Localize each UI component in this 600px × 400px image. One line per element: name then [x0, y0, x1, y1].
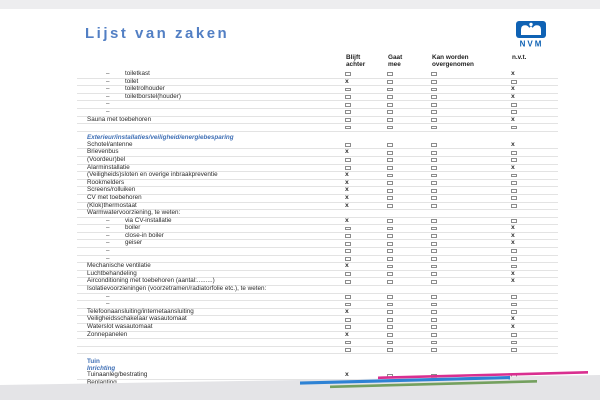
checkbox-kan-worden-overgenomen[interactable] — [431, 249, 437, 253]
dash-bullet: – — [106, 224, 110, 232]
checkbox-blijft-achter[interactable] — [345, 341, 351, 345]
checkbox-gaat-mee[interactable] — [387, 95, 393, 99]
item-label: Zonnepanelen — [87, 330, 128, 338]
checkbox-blijft-achter[interactable]: x — [345, 216, 349, 224]
checkbox-blijft-achter[interactable] — [345, 303, 351, 307]
table-row — [77, 347, 558, 355]
checkbox-blijft-achter[interactable]: x — [345, 201, 349, 209]
checkbox-blijft-achter[interactable] — [345, 88, 351, 92]
checkbox-kan-worden-overgenomen[interactable] — [431, 265, 437, 269]
items-table — [77, 71, 558, 395]
checkbox-blijft-achter[interactable] — [345, 242, 351, 246]
checkbox-nvt[interactable] — [511, 348, 517, 352]
table-row — [77, 294, 558, 302]
checkbox-blijft-achter[interactable]: x — [345, 371, 349, 379]
checkbox-kan-worden-overgenomen[interactable] — [431, 118, 437, 122]
checkbox-nvt[interactable]: x — [511, 140, 515, 148]
checkbox-blijft-achter[interactable]: x — [345, 186, 349, 194]
column-header-line: Gaat — [388, 54, 403, 61]
checkbox-kan-worden-overgenomen[interactable] — [431, 166, 437, 170]
checkbox-nvt[interactable]: x — [511, 70, 515, 77]
item-label: toiletrolhouder — [125, 85, 165, 93]
checkbox-kan-worden-overgenomen[interactable] — [431, 227, 437, 231]
checkbox-kan-worden-overgenomen[interactable] — [431, 219, 437, 223]
checkbox-gaat-mee[interactable] — [387, 249, 393, 253]
checkbox-nvt[interactable] — [511, 174, 517, 178]
checkbox-nvt[interactable] — [511, 341, 517, 345]
checkbox-gaat-mee[interactable] — [387, 72, 393, 76]
checkbox-blijft-achter[interactable]: x — [345, 330, 349, 338]
checkbox-nvt[interactable] — [511, 303, 517, 307]
checkbox-gaat-mee[interactable] — [387, 88, 393, 92]
checkbox-kan-worden-overgenomen[interactable] — [431, 325, 437, 329]
section-heading: Exterieur/installaties/veiligheid/energiebesparing — [87, 133, 234, 141]
checkbox-blijft-achter[interactable] — [345, 72, 351, 76]
nvm-logo-petal-icon — [529, 23, 532, 26]
dash-bullet: – — [106, 300, 110, 308]
checkbox-gaat-mee[interactable] — [387, 272, 393, 276]
column-header-gaat-mee — [388, 55, 402, 69]
checkbox-nvt[interactable] — [511, 103, 517, 107]
checkbox-nvt[interactable]: x — [511, 163, 515, 171]
checkbox-kan-worden-overgenomen[interactable] — [431, 257, 437, 261]
item-label: toiletborstel(houder) — [125, 92, 182, 100]
checkbox-nvt[interactable] — [511, 310, 517, 314]
checkbox-nvt[interactable] — [511, 196, 517, 200]
item-label: Airconditioning met toebehoren (aantal:.........) — [87, 277, 215, 285]
dash-bullet: – — [106, 92, 110, 100]
column-header-nvt — [512, 55, 526, 62]
column-header-line: achter — [346, 60, 366, 68]
item-label: Isolatievoorzieningen (voorzetramen/radiatorfolie etc.), te weten: — [87, 285, 267, 293]
checkbox-gaat-mee[interactable] — [387, 181, 393, 185]
checkbox-nvt[interactable] — [511, 295, 517, 299]
checkbox-kan-worden-overgenomen[interactable] — [431, 103, 437, 107]
item-label: close-in boiler — [125, 231, 164, 239]
checkbox-gaat-mee[interactable] — [387, 151, 393, 155]
checkbox-gaat-mee[interactable] — [387, 126, 393, 130]
table-row — [77, 117, 558, 125]
nvm-logo-tulip-icon — [521, 25, 541, 35]
checkbox-gaat-mee[interactable] — [387, 257, 393, 261]
section-subheading: Inrichting — [87, 364, 116, 372]
checkbox-blijft-achter[interactable] — [345, 166, 351, 170]
page-title: Lijst van zaken — [85, 25, 230, 42]
table-row — [77, 180, 558, 188]
checkbox-nvt[interactable]: x — [511, 231, 515, 239]
checkbox-gaat-mee[interactable] — [387, 189, 393, 193]
checkbox-kan-worden-overgenomen[interactable] — [431, 143, 437, 147]
checkbox-kan-worden-overgenomen[interactable] — [431, 348, 437, 352]
table-row — [77, 71, 558, 79]
item-label: Veiligheidsschakelaar wasautomaat — [87, 315, 187, 323]
dash-bullet: – — [106, 85, 110, 93]
checkbox-nvt[interactable] — [511, 265, 517, 269]
checkbox-gaat-mee[interactable] — [387, 325, 393, 329]
checkbox-blijft-achter[interactable]: x — [345, 171, 349, 179]
item-label: Rookmelders — [87, 178, 125, 186]
checkbox-blijft-achter[interactable]: x — [345, 178, 349, 186]
checkbox-gaat-mee[interactable] — [387, 280, 393, 284]
checkbox-nvt[interactable]: x — [511, 115, 515, 123]
checkbox-gaat-mee[interactable] — [387, 303, 393, 307]
checkbox-kan-worden-overgenomen[interactable] — [431, 303, 437, 307]
dash-bullet: – — [106, 292, 110, 300]
checkbox-gaat-mee[interactable] — [387, 348, 393, 352]
item-label: Alarminstallatie — [87, 163, 130, 171]
item-label: Brievenbus — [87, 148, 119, 156]
column-header-line: n.v.t. — [512, 54, 527, 61]
checkbox-nvt[interactable]: x — [511, 224, 515, 232]
checkbox-nvt[interactable] — [511, 204, 517, 208]
checkbox-blijft-achter[interactable] — [345, 234, 351, 238]
checkbox-nvt[interactable] — [511, 189, 517, 193]
item-label: Beplanting — [87, 378, 117, 386]
column-header-kan-worden-overgenomen — [432, 55, 474, 69]
top-gray-strip — [0, 0, 600, 9]
item-label: Screens/rolluiken — [87, 186, 136, 194]
item-label: toilet — [125, 77, 139, 85]
checkbox-gaat-mee[interactable] — [387, 166, 393, 170]
checkbox-nvt[interactable]: x — [511, 269, 515, 277]
column-header-blijft-achter — [346, 55, 365, 69]
checkbox-blijft-achter[interactable] — [345, 272, 351, 276]
table-row — [77, 286, 558, 294]
nvm-logo — [516, 21, 546, 48]
checkbox-kan-worden-overgenomen[interactable] — [431, 280, 437, 284]
table-row — [77, 124, 558, 132]
column-header-line: Kan worden — [432, 54, 469, 61]
dash-bullet: – — [106, 247, 110, 255]
checkbox-blijft-achter[interactable] — [345, 143, 351, 147]
item-label: geiser — [125, 239, 143, 247]
checkbox-kan-worden-overgenomen[interactable] — [431, 318, 437, 322]
checkbox-blijft-achter[interactable] — [345, 295, 351, 299]
item-label: Waterslot wasautomaat — [87, 323, 153, 330]
checkbox-kan-worden-overgenomen[interactable] — [431, 158, 437, 162]
table-row — [77, 263, 558, 271]
item-label: Mechanische ventilatie — [87, 262, 151, 270]
item-label: CV met toebehoren — [87, 193, 142, 201]
checkbox-kan-worden-overgenomen[interactable] — [431, 272, 437, 276]
table-row — [77, 324, 558, 332]
checkbox-nvt[interactable] — [511, 257, 517, 261]
checkbox-gaat-mee[interactable] — [387, 234, 393, 238]
checkbox-nvt[interactable]: x — [511, 239, 515, 247]
item-label: (Klok)thermostaat — [87, 201, 137, 209]
column-header-line: mee — [388, 60, 401, 68]
item-label: Luchtbehandeling — [87, 269, 137, 277]
checkbox-nvt[interactable] — [511, 158, 517, 162]
checkbox-gaat-mee[interactable] — [387, 158, 393, 162]
checkbox-gaat-mee[interactable] — [387, 227, 393, 231]
checkbox-blijft-achter[interactable] — [345, 103, 351, 107]
item-label: via CV-installatie — [125, 216, 172, 224]
checkbox-kan-worden-overgenomen[interactable] — [431, 204, 437, 208]
item-label: Sauna met toebehoren — [87, 115, 152, 123]
checkbox-blijft-achter[interactable] — [345, 95, 351, 99]
dash-bullet: – — [106, 231, 110, 239]
checkbox-blijft-achter[interactable] — [345, 227, 351, 231]
nvm-logo-text: NVM — [519, 39, 544, 48]
table-row — [77, 149, 558, 157]
table-row — [77, 339, 558, 347]
checkbox-gaat-mee[interactable] — [387, 118, 393, 122]
checkbox-kan-worden-overgenomen[interactable] — [431, 234, 437, 238]
checkbox-kan-worden-overgenomen[interactable] — [431, 242, 437, 246]
checkbox-kan-worden-overgenomen[interactable] — [431, 80, 437, 84]
table-row — [77, 142, 558, 150]
checkbox-kan-worden-overgenomen[interactable] — [431, 341, 437, 345]
dash-bullet: – — [106, 216, 110, 224]
checkbox-kan-worden-overgenomen[interactable] — [431, 110, 437, 114]
item-label: boiler — [125, 224, 141, 232]
column-header-line: Blijft — [346, 54, 361, 61]
checkbox-kan-worden-overgenomen[interactable] — [431, 88, 437, 92]
item-label: toiletkast — [125, 70, 150, 77]
checkbox-gaat-mee[interactable] — [387, 242, 393, 246]
checkbox-kan-worden-overgenomen[interactable] — [431, 310, 437, 314]
checkbox-blijft-achter[interactable]: x — [345, 307, 349, 315]
checkbox-nvt[interactable] — [511, 126, 517, 130]
table-row — [77, 172, 558, 180]
item-label: (Voordeur)bel — [87, 155, 126, 163]
table-row — [77, 94, 558, 102]
checkbox-gaat-mee[interactable] — [387, 318, 393, 322]
table-row — [77, 101, 558, 109]
checkbox-nvt[interactable] — [511, 110, 517, 114]
checkbox-gaat-mee[interactable] — [387, 196, 393, 200]
checkbox-gaat-mee[interactable] — [387, 219, 393, 223]
checkbox-nvt[interactable]: x — [511, 85, 515, 93]
table-row — [77, 218, 558, 226]
checkbox-gaat-mee[interactable] — [387, 143, 393, 147]
checkbox-blijft-achter[interactable]: x — [345, 193, 349, 201]
checkbox-blijft-achter[interactable]: x — [345, 262, 349, 270]
dash-bullet: – — [106, 77, 110, 85]
checkbox-blijft-achter[interactable] — [345, 348, 351, 352]
checkbox-gaat-mee[interactable] — [387, 174, 393, 178]
checkbox-nvt[interactable]: x — [511, 323, 515, 330]
item-label: (Veiligheids)sloten en overige inbraakpreventie — [87, 171, 218, 179]
checkbox-gaat-mee[interactable] — [387, 110, 393, 114]
checkbox-kan-worden-overgenomen[interactable] — [431, 72, 437, 76]
checkbox-kan-worden-overgenomen[interactable] — [431, 333, 437, 337]
checkbox-blijft-achter[interactable] — [345, 318, 351, 322]
item-label: Warmwatervoorziening, te weten: — [87, 209, 181, 217]
checkbox-kan-worden-overgenomen[interactable] — [431, 95, 437, 99]
checkbox-gaat-mee[interactable] — [387, 333, 393, 337]
table-row — [77, 248, 558, 256]
checkbox-nvt[interactable]: x — [511, 92, 515, 100]
dash-bullet: – — [106, 254, 110, 262]
checkbox-nvt[interactable] — [511, 333, 517, 337]
checkbox-kan-worden-overgenomen[interactable] — [431, 151, 437, 155]
checkbox-gaat-mee[interactable] — [387, 341, 393, 345]
checkbox-gaat-mee[interactable] — [387, 295, 393, 299]
checkbox-kan-worden-overgenomen[interactable] — [431, 174, 437, 178]
checkbox-blijft-achter[interactable] — [345, 110, 351, 114]
checkbox-blijft-achter[interactable] — [345, 118, 351, 122]
checkbox-kan-worden-overgenomen[interactable] — [431, 181, 437, 185]
checkbox-blijft-achter[interactable] — [345, 325, 351, 329]
checkbox-blijft-achter[interactable] — [345, 280, 351, 284]
checkbox-gaat-mee[interactable] — [387, 265, 393, 269]
table-row — [77, 233, 558, 241]
checkbox-blijft-achter[interactable] — [345, 158, 351, 162]
checkbox-nvt[interactable] — [511, 151, 517, 155]
checkbox-nvt[interactable] — [511, 181, 517, 185]
checkbox-gaat-mee[interactable] — [387, 103, 393, 107]
checkbox-kan-worden-overgenomen[interactable] — [431, 189, 437, 193]
item-label: Tuinaanleg/bestrating — [87, 371, 148, 379]
table-row — [77, 157, 558, 165]
footer-decoration — [0, 365, 600, 400]
item-label: Telefoonaansluiting/internetaansluiting — [87, 307, 194, 315]
column-header-line: overgenomen — [432, 60, 474, 68]
table-row — [77, 195, 558, 203]
item-label: Schotel/antenne — [87, 140, 133, 148]
table-row — [77, 332, 558, 340]
checkbox-nvt[interactable]: x — [511, 315, 515, 323]
checkbox-gaat-mee[interactable] — [387, 310, 393, 314]
checkbox-nvt[interactable] — [511, 219, 517, 223]
checkbox-blijft-achter[interactable] — [345, 249, 351, 253]
checkbox-nvt[interactable] — [511, 80, 517, 84]
dash-bullet: – — [106, 70, 110, 77]
checkbox-nvt[interactable]: x — [511, 277, 515, 285]
table-row — [77, 240, 558, 248]
dash-bullet: – — [106, 239, 110, 247]
checkbox-gaat-mee[interactable] — [387, 80, 393, 84]
checkbox-kan-worden-overgenomen[interactable] — [431, 196, 437, 200]
checkbox-kan-worden-overgenomen[interactable] — [431, 126, 437, 130]
dash-bullet: – — [106, 107, 110, 115]
checkbox-nvt[interactable] — [511, 249, 517, 253]
checkbox-gaat-mee[interactable] — [387, 204, 393, 208]
checkbox-kan-worden-overgenomen[interactable] — [431, 295, 437, 299]
checkbox-blijft-achter[interactable]: x — [345, 148, 349, 156]
checkbox-blijft-achter[interactable] — [345, 257, 351, 261]
section-heading: Tuin — [87, 357, 100, 365]
checkbox-blijft-achter[interactable] — [345, 126, 351, 130]
checkbox-blijft-achter[interactable]: x — [345, 77, 349, 85]
dash-bullet: – — [106, 100, 110, 108]
table-row — [77, 187, 558, 195]
